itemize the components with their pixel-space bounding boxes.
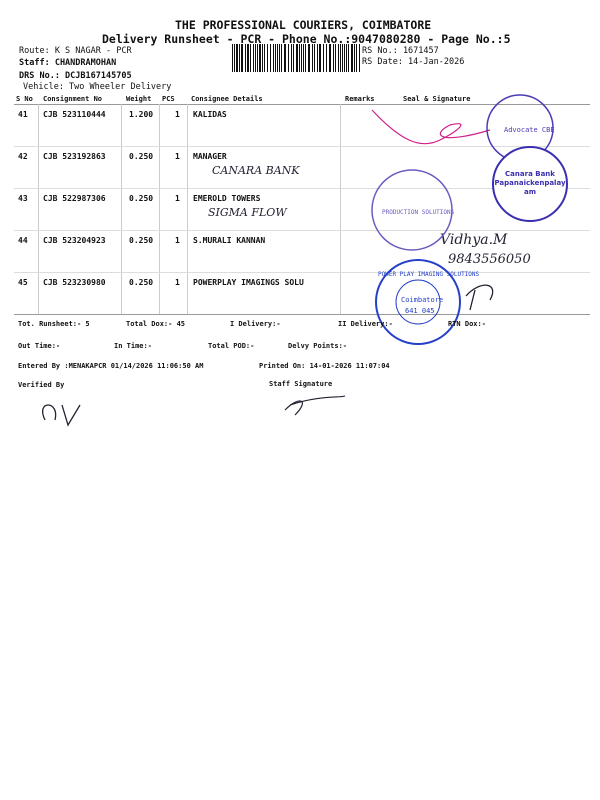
handwritten-name: Vidhya.M [440, 232, 508, 248]
col-sno: S No [16, 95, 33, 103]
staff-signature [285, 396, 345, 415]
powerplay-pin: 641 045 [405, 307, 435, 315]
cell-sno: 43 [18, 194, 28, 203]
rs-date: RS Date: 14-Jan-2026 [362, 57, 465, 67]
verified-by: Verified By [18, 381, 65, 389]
cell-sno: 42 [18, 152, 28, 161]
staff: Staff: CHANDRAMOHAN [19, 58, 117, 68]
handwritten-sigma: SIGMA FLOW [208, 206, 287, 219]
rtn-dox: RTN Dox:- [448, 320, 486, 328]
cell-weight: 1.200 [129, 110, 154, 119]
total-dox: Total Dox:- 45 [126, 320, 186, 328]
cell-sno: 45 [18, 278, 28, 287]
route: Route: K S NAGAR - PCR [19, 46, 132, 56]
company-title: THE PROFESSIONAL COURIERS, COIMBATORE [175, 18, 432, 32]
delvy-points: Delvy Points:- [288, 342, 348, 350]
col-consignee: Consignee Details [191, 95, 263, 103]
in-time: In Time:- [114, 342, 152, 350]
cell-cons: CJB 523110444 [43, 110, 106, 119]
ii-delivery: II Delivery:- [338, 320, 393, 328]
i-delivery: I Delivery:- [230, 320, 281, 328]
cell-consignee: POWERPLAY IMAGINGS SOLU [193, 278, 304, 287]
col-pcs: PCS [162, 95, 175, 103]
advocate-stamp-text: Advocate CBE [504, 126, 555, 134]
runsheet-subtitle: Delivery Runsheet - PCR - Phone No.:9047080280 - Page No.:5 [102, 32, 511, 46]
cell-cons: CJB 523230980 [43, 278, 106, 287]
powerplay-city: Coimbatore [401, 296, 444, 304]
col-weight: Weight [126, 95, 152, 103]
printed-on: Printed On: 14-01-2026 11:07:04 [259, 362, 390, 370]
col-remarks: Remarks [345, 95, 375, 103]
handwritten-phone: 9843556050 [448, 252, 531, 267]
cell-pcs: 1 [175, 152, 180, 161]
cell-cons: CJB 523192863 [43, 152, 106, 161]
cell-consignee: KALIDAS [193, 110, 227, 119]
col-seal: Seal & Signature [403, 95, 471, 103]
vehicle: Vehicle: Two Wheeler Delivery [23, 82, 172, 92]
handwritten-canara: CANARA BANK [212, 164, 300, 177]
cell-weight: 0.250 [129, 194, 154, 203]
cell-sno: 44 [18, 236, 28, 245]
cell-pcs: 1 [175, 236, 180, 245]
cell-consignee: MANAGER [193, 152, 227, 161]
verified-signature [43, 405, 80, 425]
cell-sno: 41 [18, 110, 28, 119]
cell-weight: 0.250 [129, 236, 154, 245]
production-stamp-text: PRODUCTION SOLUTIONS [382, 209, 455, 216]
rs-number: RS No.: 1671457 [362, 46, 439, 56]
powerplay-stamp-text: POWER PLAY IMAGING SOLUTIONS [378, 271, 480, 278]
total-pod: Total POD:- [208, 342, 255, 350]
col-consignment: Consignment No [43, 95, 103, 103]
cell-pcs: 1 [175, 194, 180, 203]
cell-consignee: S.MURALI KANNAN [193, 236, 266, 245]
cell-pcs: 1 [175, 110, 180, 119]
cell-consignee: EMEROLD TOWERS [193, 194, 261, 203]
entered-by: Entered By :MENAKAPCR 01/14/2026 11:06:50 AM [18, 362, 204, 370]
canara-stamp-text: Canara Bank Papanaickenpalayam [494, 170, 566, 196]
signature-kalidas [372, 110, 490, 144]
signature-powerplay [466, 285, 493, 310]
out-time: Out Time:- [18, 342, 61, 350]
cell-pcs: 1 [175, 278, 180, 287]
cell-weight: 0.250 [129, 152, 154, 161]
staff-signature-label: Staff Signature [269, 380, 333, 388]
cell-weight: 0.250 [129, 278, 154, 287]
cell-cons: CJB 523204923 [43, 236, 106, 245]
tot-runsheet: Tot. Runsheet:- 5 [18, 320, 90, 328]
drs-number: DRS No.: DCJB167145705 [19, 71, 132, 81]
cell-cons: CJB 522987306 [43, 194, 106, 203]
